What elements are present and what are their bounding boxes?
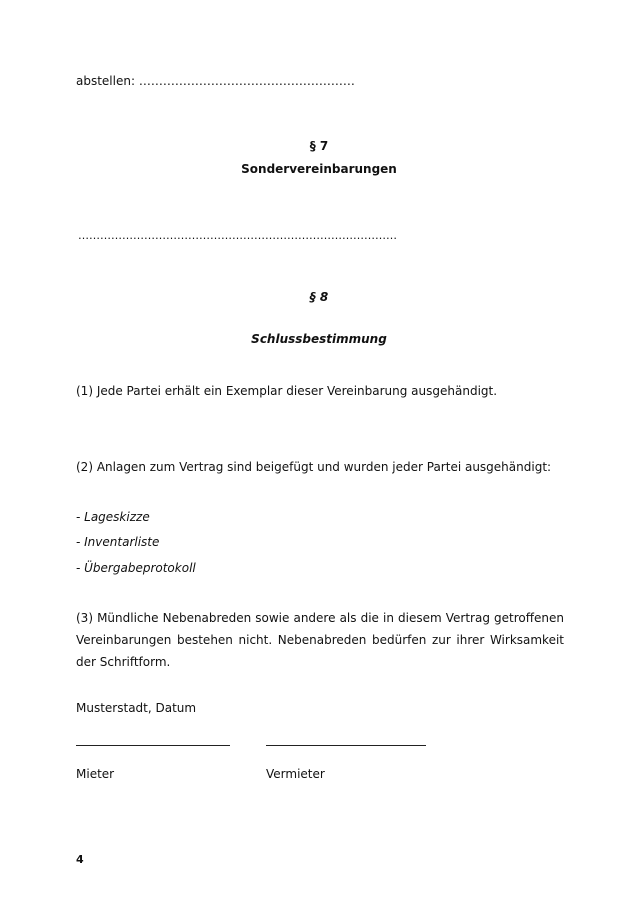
paragraph-2: (2) Anlagen zum Vertrag sind beigefügt und wurden jeder Partei ausgehändigt: bbox=[76, 460, 552, 474]
abstellen-line: abstellen: ……………………………………………… bbox=[76, 74, 355, 88]
landlord-label: Vermieter bbox=[266, 767, 325, 781]
section-8-number: § 8 bbox=[309, 290, 329, 304]
paragraph-3: (3) Mündliche Nebenabreden sowie andere als die in diesem Vertrag getroffenen Vereinbarungen bestehen nicht. Nebenabreden bedürfen zur ihrer Wirksamkeit der Schriftform. bbox=[76, 611, 564, 669]
section-8-title: Schlussbestimmung bbox=[251, 332, 387, 346]
section-7-title: Sondervereinbarungen bbox=[241, 162, 397, 176]
attachment-item: - Übergabeprotokoll bbox=[76, 561, 196, 575]
section-7-dotted-line: …………………………………………………………………………… bbox=[78, 229, 397, 242]
attachment-item: - Lageskizze bbox=[76, 510, 150, 524]
page-number: 4 bbox=[76, 853, 84, 866]
tenant-signature-line bbox=[76, 745, 230, 746]
attachment-item: - Inventarliste bbox=[76, 535, 160, 549]
paragraph-1: (1) Jede Partei erhält ein Exemplar dieser Vereinbarung ausgehändigt. bbox=[76, 384, 498, 398]
place-date: Musterstadt, Datum bbox=[76, 701, 197, 715]
tenant-label: Mieter bbox=[76, 767, 115, 781]
landlord-signature-line bbox=[266, 745, 426, 746]
section-7-number: § 7 bbox=[309, 139, 329, 153]
